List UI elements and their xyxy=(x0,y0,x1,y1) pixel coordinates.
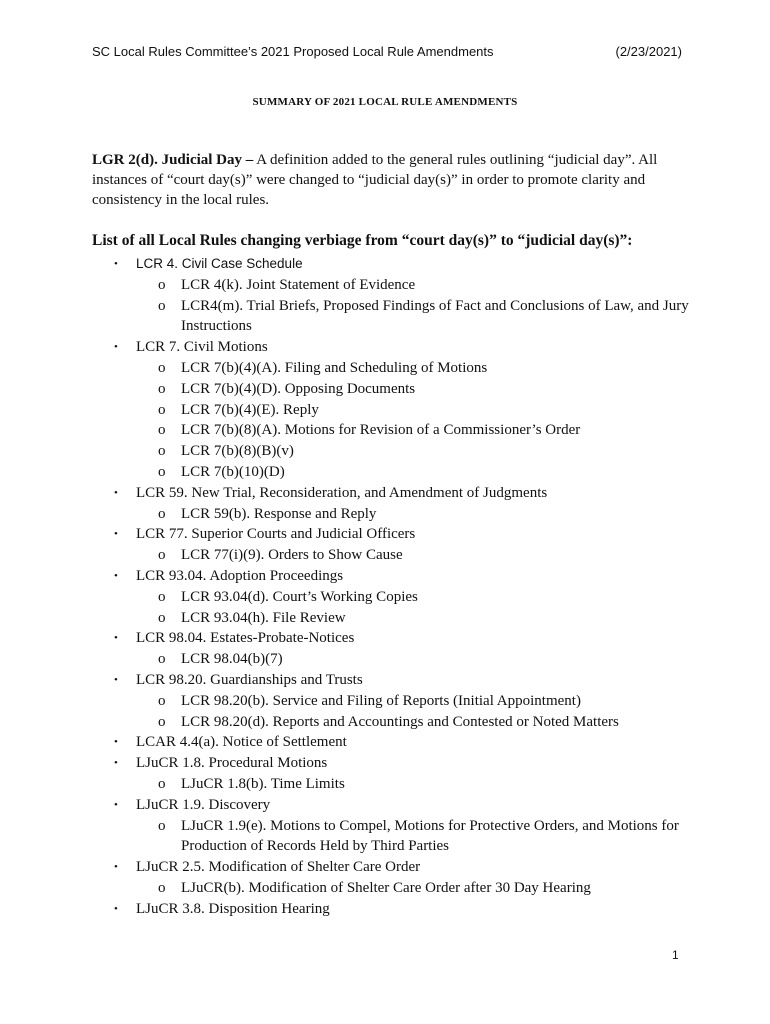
sub-rule-item xyxy=(136,545,692,566)
rule-item xyxy=(92,732,692,753)
sub-rule-item xyxy=(136,462,692,483)
circle-bullet-icon: o xyxy=(158,297,166,314)
rule-item xyxy=(92,899,692,920)
bullet-icon: • xyxy=(114,736,118,749)
rule-item xyxy=(92,795,692,857)
circle-bullet-icon: o xyxy=(158,422,166,439)
circle-bullet-icon: o xyxy=(158,463,166,480)
page-number: 1 xyxy=(672,948,679,962)
sub-rule-list xyxy=(136,878,692,899)
rule-label: LJuCR 2.5. Modification of Shelter Care Order xyxy=(136,859,421,876)
sub-rule-item xyxy=(136,358,692,379)
definition-text: A definition added to the general rules outlining “judicial day”. All instances of “court day(s)” were changed to “judicial day(s)” in order to promote clarity and consistency in the local rules. xyxy=(92,152,658,208)
rule-label: LCR 4. Civil Case Schedule xyxy=(136,256,303,271)
rule-label: LJuCR 1.8. Procedural Motions xyxy=(136,755,328,772)
bullet-icon: • xyxy=(114,757,118,770)
bullet-icon: • xyxy=(114,258,118,270)
sub-rule-list xyxy=(136,587,692,629)
sub-rule-label: LCR 98.20(d). Reports and Accountings and Contested or Noted Matters xyxy=(181,713,619,730)
header-date: (2/23/2021) xyxy=(615,44,682,59)
circle-bullet-icon: o xyxy=(158,547,166,564)
rule-item xyxy=(92,566,692,628)
rule-item xyxy=(92,670,692,732)
circle-bullet-icon: o xyxy=(158,775,166,792)
sub-rule-list xyxy=(136,774,692,795)
sub-rule-item xyxy=(136,441,692,462)
rule-item xyxy=(92,753,692,795)
sub-rule-label: LCR 77(i)(9). Orders to Show Cause xyxy=(181,547,403,564)
sub-rule-label: LJuCR 1.8(b). Time Limits xyxy=(181,775,345,792)
header-left-text: SC Local Rules Committee’s 2021 Proposed Local Rule Amendments xyxy=(92,44,494,59)
judicial-day-definition xyxy=(92,150,680,210)
sub-rule-label: LCR 98.20(b). Service and Filing of Reports (Initial Appointment) xyxy=(181,692,581,709)
rule-item xyxy=(92,337,692,483)
sub-rule-label: LCR 7(b)(8)(B)(v) xyxy=(181,443,294,460)
sub-rule-list xyxy=(136,275,692,337)
sub-rule-list xyxy=(136,504,692,525)
circle-bullet-icon: o xyxy=(158,276,166,293)
sub-rule-item xyxy=(136,275,692,296)
circle-bullet-icon: o xyxy=(158,505,166,522)
sub-rule-label: LCR4(m). Trial Briefs, Proposed Findings of Fact and Conclusions of Law, and Jury Instructions xyxy=(181,297,689,335)
sub-rule-label: LCR 7(b)(4)(A). Filing and Scheduling of Motions xyxy=(181,359,488,376)
sub-rule-item xyxy=(136,379,692,400)
sub-rule-item xyxy=(136,608,692,629)
bullet-icon: • xyxy=(114,569,118,582)
sub-rule-list xyxy=(136,816,692,858)
bullet-icon: • xyxy=(114,341,118,354)
bullet-icon: • xyxy=(114,486,118,499)
sub-rule-item xyxy=(136,816,692,858)
rule-label: LJuCR 3.8. Disposition Hearing xyxy=(136,900,330,917)
circle-bullet-icon: o xyxy=(158,692,166,709)
bullet-icon: • xyxy=(114,861,118,874)
circle-bullet-icon: o xyxy=(158,879,166,896)
sub-rule-label: LJuCR 1.9(e). Motions to Compel, Motions for Protective Orders, and Motions for Production of Records Held by Third Parties xyxy=(181,817,679,855)
rule-label: LCR 98.04. Estates-Probate-Notices xyxy=(136,630,355,647)
sub-rule-item xyxy=(136,649,692,670)
sub-rule-label: LCR 7(b)(4)(D). Opposing Documents xyxy=(181,380,416,397)
bullet-icon: • xyxy=(114,528,118,541)
rule-label: LCR 98.20. Guardianships and Trusts xyxy=(136,671,363,688)
sub-rule-item xyxy=(136,774,692,795)
sub-rule-label: LCR 7(b)(4)(E). Reply xyxy=(181,401,319,418)
sub-rule-item xyxy=(136,878,692,899)
rule-item xyxy=(92,483,692,525)
sub-rule-item xyxy=(136,420,692,441)
bullet-icon: • xyxy=(114,798,118,811)
sub-rule-label: LCR 4(k). Joint Statement of Evidence xyxy=(181,276,416,293)
rule-item xyxy=(92,857,692,899)
rule-label: LJuCR 1.9. Discovery xyxy=(136,796,271,813)
sub-rule-item xyxy=(136,504,692,525)
circle-bullet-icon: o xyxy=(158,359,166,376)
sub-rule-item xyxy=(136,712,692,733)
sub-rule-label: LCR 98.04(b)(7) xyxy=(181,651,283,668)
sub-rule-label: LCR 93.04(h). File Review xyxy=(181,609,346,626)
sub-rule-label: LCR 93.04(d). Court’s Working Copies xyxy=(181,588,418,605)
page-header xyxy=(92,44,682,64)
rule-item xyxy=(92,628,692,670)
sub-rule-label: LCR 59(b). Response and Reply xyxy=(181,505,377,522)
list-heading: List of all Local Rules changing verbiage from “court day(s)” to “judicial day(s)”: xyxy=(92,232,633,249)
sub-rule-list xyxy=(136,691,692,733)
circle-bullet-icon: o xyxy=(158,401,166,418)
rule-item xyxy=(92,254,692,337)
bullet-icon: • xyxy=(114,902,118,915)
rule-label: LCAR 4.4(a). Notice of Settlement xyxy=(136,734,347,751)
circle-bullet-icon: o xyxy=(158,713,166,730)
sub-rule-list xyxy=(136,358,692,483)
bullet-icon: • xyxy=(114,673,118,686)
rule-label: LCR 93.04. Adoption Proceedings xyxy=(136,567,344,584)
circle-bullet-icon: o xyxy=(158,609,166,626)
circle-bullet-icon: o xyxy=(158,380,166,397)
circle-bullet-icon: o xyxy=(158,651,166,668)
rule-label: LCR 77. Superior Courts and Judicial Officers xyxy=(136,526,416,543)
sub-rule-item xyxy=(136,587,692,608)
circle-bullet-icon: o xyxy=(158,588,166,605)
sub-rule-list xyxy=(136,545,692,566)
rule-label: LCR 7. Civil Motions xyxy=(136,339,268,356)
sub-rule-item xyxy=(136,400,692,421)
definition-lead: LGR 2(d). Judicial Day – xyxy=(92,152,254,168)
document-title: SUMMARY OF 2021 LOCAL RULE AMENDMENTS xyxy=(252,96,518,108)
sub-rule-list xyxy=(136,649,692,670)
sub-rule-label: LJuCR(b). Modification of Shelter Care Order after 30 Day Hearing xyxy=(181,879,591,896)
sub-rule-label: LCR 7(b)(8)(A). Motions for Revision of a Commissioner’s Order xyxy=(181,422,581,439)
circle-bullet-icon: o xyxy=(158,817,166,834)
sub-rule-item xyxy=(136,691,692,712)
rule-label: LCR 59. New Trial, Reconsideration, and Amendment of Judgments xyxy=(136,484,548,501)
rules-list xyxy=(92,254,692,920)
rule-item xyxy=(92,524,692,566)
sub-rule-item xyxy=(136,296,692,338)
bullet-icon: • xyxy=(114,632,118,645)
sub-rule-label: LCR 7(b)(10)(D) xyxy=(181,463,285,480)
circle-bullet-icon: o xyxy=(158,443,166,460)
